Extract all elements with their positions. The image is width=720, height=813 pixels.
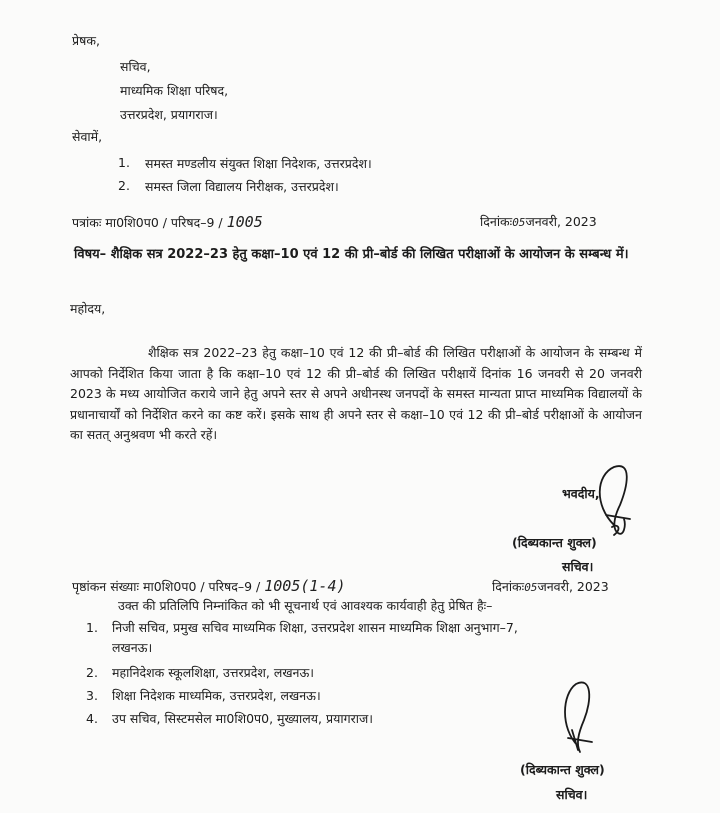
letter-number-handwritten: 1005 xyxy=(226,213,263,231)
salutation: महोदय, xyxy=(70,301,106,316)
recipient-2: समस्त जिला विद्यालय निरीक्षक, उत्तरप्रदेश। xyxy=(145,179,339,194)
signatory-name: (दिब्यकान्त शुक्ल) xyxy=(512,535,597,550)
letter-date xyxy=(480,213,597,230)
copy-item-text: महानिदेशक स्कूलशिक्षा, उत्तरप्रदेश, लखनऊ। xyxy=(112,665,315,680)
date-label: दिनांकः xyxy=(480,214,513,229)
endorsement-handwritten: 1005(1-4) xyxy=(264,577,346,595)
recipient-1: समस्त मण्डलीय संयुक्त शिक्षा निदेशक, उत्तरप्रदेश। xyxy=(145,156,372,171)
recipient-2-num: 2. xyxy=(118,178,130,193)
endorsement-date xyxy=(492,578,609,595)
date-handwritten: 05 xyxy=(512,216,526,229)
body-paragraph: शैक्षिक सत्र 2022–23 हेतु कक्षा–10 एवं 12 की प्री–बोर्ड की लिखित परीक्षाओं के आयोजन के सम्बन्ध में आपको निर्देशित किया जाता है कि कक्षा–10 एवं 12 की प्री–बोर्ड की लिखित परीक्षायें दिनांक 16 जनवरी से 20 जनवरी 2023 के मध्य आयोजित कराये जाने हेतु अपने स्तर से अपने अधीनस्थ जनपदों के समस्त मान्यता प्राप्त माध्यमिक विद्यालयों के प्रधानाचार्यों को निर्देशित करने का कष्ट करें। इसके साथ ही अपने स्तर से कक्षा–10 एवं 12 की प्री–बोर्ड परीक्षाओं के आयोजन का सतत् अनुश्रवण भी करते रहें। xyxy=(70,345,642,442)
copy-intro: उक्त की प्रतिलिपि निम्नांकित को भी सूचनार्थ एवं आवश्यक कार्यवाही हेतु प्रेषित हैः– xyxy=(118,598,493,613)
sender-line-2: माध्यमिक शिक्षा परिषद, xyxy=(120,83,229,98)
copy-item-num: 4. xyxy=(86,711,98,726)
signatory-title: सचिव। xyxy=(562,559,594,574)
subject xyxy=(74,244,646,266)
copy-item-3 xyxy=(86,687,321,704)
signatory2-name: (दिब्यकान्त शुक्ल) xyxy=(520,762,605,777)
to-label: सेवामें, xyxy=(72,129,103,144)
recipient-1-num: 1. xyxy=(118,155,130,170)
sender-line-1: सचिव, xyxy=(120,59,151,74)
endorsement-printed: मा0शि0प0 / परिषद–9 / xyxy=(142,579,261,594)
copy-item-num: 2. xyxy=(86,665,98,680)
sender-line-3: उत्तरप्रदेश, प्रयागराज। xyxy=(120,107,218,122)
copy-item-1 xyxy=(86,619,518,655)
copy-item-text: निजी सचिव, प्रमुख सचिव माध्यमिक शिक्षा, उत्तरप्रदेश शासन माध्यमिक शिक्षा अनुभाग–7, xyxy=(112,620,518,635)
date2-label: दिनांकः xyxy=(492,579,525,594)
copy-item-num: 3. xyxy=(86,688,98,703)
copy-item-4 xyxy=(86,710,373,727)
closing: भवदीय, xyxy=(562,486,600,501)
copy-item-num: 1. xyxy=(86,620,98,635)
letter-number-label: पत्रांकः xyxy=(72,215,102,230)
copy-item-text: शिक्षा निदेशक माध्यमिक, उत्तरप्रदेश, लखनऊ। xyxy=(112,688,321,703)
endorsement-label: पृष्ठांकन संख्याः xyxy=(72,579,139,594)
subject-text: शैक्षिक सत्र 2022–23 हेतु कक्षा–10 एवं 12 की प्री–बोर्ड की लिखित परीक्षाओं के आयोजन के सम्बन्ध में। xyxy=(110,247,629,262)
from-label: प्रेषक, xyxy=(72,33,100,48)
date2-handwritten: 05 xyxy=(524,581,538,594)
letter-number xyxy=(72,213,263,231)
letter-number-printed: मा0शि0प0 / परिषद–9 / xyxy=(105,215,223,230)
subject-label: विषय– xyxy=(74,247,107,262)
copy-item-2 xyxy=(86,664,314,681)
signatory2-title: सचिव। xyxy=(556,787,588,802)
copy-item-text: उप सचिव, सिस्टमसेल मा0शि0प0, मुख्यालय, प्रयागराज। xyxy=(112,711,373,726)
copy-item-continuation: लखनऊ। xyxy=(112,640,153,655)
endorsement-number xyxy=(72,577,346,595)
date2-printed: जनवरी, 2023 xyxy=(537,579,609,594)
date-printed: जनवरी, 2023 xyxy=(525,214,597,229)
